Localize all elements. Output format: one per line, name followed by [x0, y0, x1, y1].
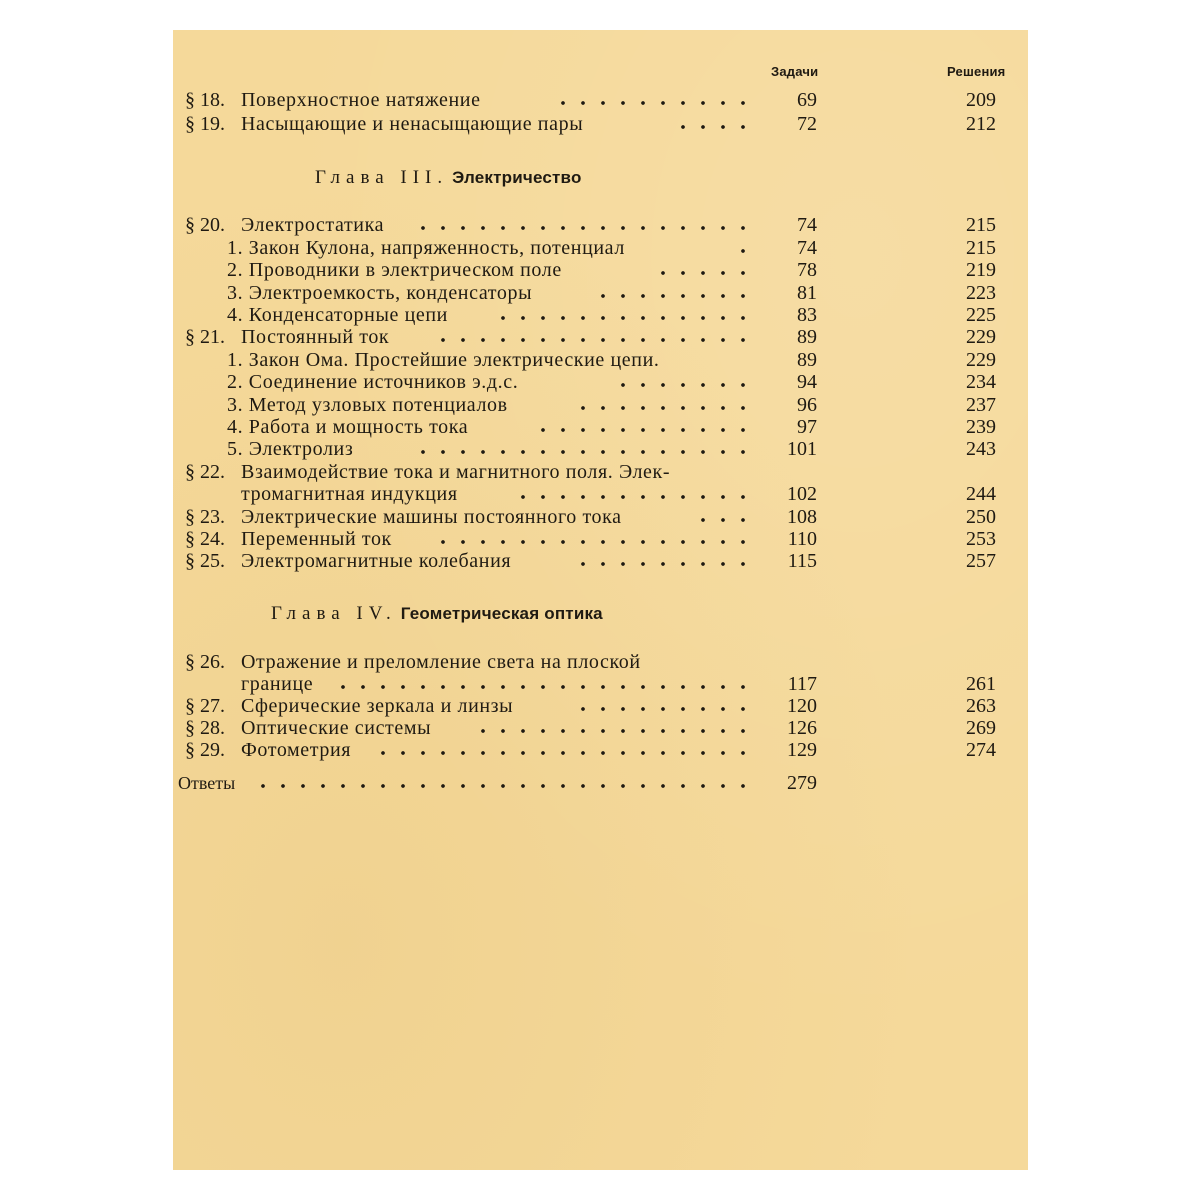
solutions-page: 234 — [966, 371, 996, 393]
tasks-page: 74 — [797, 214, 817, 236]
dot-leader — [433, 337, 753, 343]
entry-title: 1. Закон Кулона, напряженность, потенциал — [227, 237, 625, 259]
tasks-page: 279 — [787, 772, 817, 794]
toc-row — [173, 650, 1028, 674]
dot-leader — [653, 270, 753, 276]
solutions-page: 257 — [966, 550, 996, 572]
solutions-page: 243 — [966, 438, 996, 460]
chapter-label: Глава IV. — [271, 603, 397, 624]
solutions-page: 209 — [966, 89, 996, 111]
entry-title: 4. Работа и мощность тока — [227, 416, 469, 438]
tasks-page: 72 — [797, 113, 817, 135]
tasks-page: 69 — [797, 89, 817, 111]
toc-row — [173, 348, 1028, 372]
solutions-page: 269 — [966, 717, 996, 739]
entry-title: 3. Электроемкость, конденсаторы — [227, 282, 533, 304]
entry-title: Ответы — [178, 773, 236, 793]
solutions-page: 239 — [966, 416, 996, 438]
entry-title: границе — [241, 673, 314, 695]
dot-leader — [413, 225, 753, 231]
dot-leader — [513, 494, 753, 500]
entry-title: Фотометрия — [241, 739, 352, 761]
toc-row — [173, 393, 1028, 417]
chapter-label: Глава III. — [315, 167, 449, 188]
toc-row — [173, 549, 1028, 573]
dot-leader — [373, 750, 753, 756]
solutions-page: 237 — [966, 394, 996, 416]
section-number: § 18. — [185, 89, 225, 111]
dot-leader — [573, 405, 753, 411]
entry-title: 4. Конденсаторные цепи — [227, 304, 448, 326]
toc-row — [173, 236, 1028, 260]
solutions-page: 225 — [966, 304, 996, 326]
toc-row — [173, 88, 1028, 112]
entry-title: 2. Проводники в электрическом поле — [227, 259, 562, 281]
dot-leader — [253, 783, 753, 789]
entry-title: Взаимодействие тока и магнитного поля. Элек- — [241, 461, 671, 483]
toc-row — [173, 672, 1028, 696]
entry-title: Сферические зеркала и линзы — [241, 695, 514, 717]
solutions-page: 244 — [966, 483, 996, 505]
dot-leader — [473, 728, 753, 734]
dot-leader — [573, 706, 753, 712]
tasks-page: 89 — [797, 326, 817, 348]
solutions-page: 250 — [966, 506, 996, 528]
book-page — [173, 30, 1028, 1170]
toc-row — [173, 460, 1028, 484]
dot-leader — [333, 684, 753, 690]
toc-row — [173, 771, 1028, 795]
tasks-page: 78 — [797, 259, 817, 281]
dot-leader — [693, 517, 753, 523]
solutions-column-header: Решения — [947, 64, 1006, 79]
solutions-page: 229 — [966, 326, 996, 348]
section-number: § 25. — [185, 550, 225, 572]
entry-title: Оптические системы — [241, 717, 432, 739]
toc-row — [173, 325, 1028, 349]
section-number: § 22. — [185, 461, 225, 483]
entry-title: 2. Соединение источников э.д.с. — [227, 371, 519, 393]
chapter-title: Геометрическая оптика — [400, 604, 603, 623]
entry-title: Поверхностное натяжение — [241, 89, 481, 111]
solutions-page: 215 — [966, 214, 996, 236]
tasks-page: 115 — [787, 550, 817, 572]
entry-title: 5. Электролиз — [227, 438, 354, 460]
chapter-heading — [315, 165, 582, 191]
solutions-page: 261 — [966, 673, 996, 695]
solutions-page: 223 — [966, 282, 996, 304]
tasks-column-header: Задачи — [771, 64, 819, 79]
tasks-page: 101 — [787, 438, 817, 460]
toc-row — [173, 505, 1028, 529]
toc-row — [173, 738, 1028, 762]
section-number: § 28. — [185, 717, 225, 739]
entry-title: 1. Закон Ома. Простейшие электрические цепи. — [227, 349, 660, 371]
solutions-page: 274 — [966, 739, 996, 761]
toc-row — [173, 415, 1028, 439]
dot-leader — [673, 124, 753, 130]
toc-row — [173, 370, 1028, 394]
tasks-page: 108 — [787, 506, 817, 528]
solutions-page: 229 — [966, 349, 996, 371]
tasks-page: 110 — [787, 528, 817, 550]
dot-leader — [493, 315, 753, 321]
tasks-page: 89 — [797, 349, 817, 371]
toc-row — [173, 112, 1028, 136]
entry-title: тромагнитная индукция — [241, 483, 458, 505]
dot-leader — [553, 100, 753, 106]
solutions-page: 212 — [966, 113, 996, 135]
dot-leader — [593, 293, 753, 299]
entry-title: Электрические машины постоянного тока — [241, 506, 622, 528]
toc-row — [173, 213, 1028, 237]
dot-leader — [433, 539, 753, 545]
toc-row — [173, 258, 1028, 282]
section-number: § 27. — [185, 695, 225, 717]
solutions-page: 253 — [966, 528, 996, 550]
tasks-page: 126 — [787, 717, 817, 739]
solutions-page: 219 — [966, 259, 996, 281]
dot-leader — [613, 382, 753, 388]
tasks-page: 94 — [797, 371, 817, 393]
entry-title: Переменный ток — [241, 528, 392, 550]
dot-leader — [413, 449, 753, 455]
section-number: § 26. — [185, 651, 225, 673]
section-number: § 21. — [185, 326, 225, 348]
entry-title: Насыщающие и ненасыщающие пары — [241, 113, 584, 135]
entry-title: Электростатика — [241, 214, 385, 236]
toc-row — [173, 281, 1028, 305]
tasks-page: 74 — [797, 237, 817, 259]
toc-row — [173, 303, 1028, 327]
tasks-page: 81 — [797, 282, 817, 304]
toc-row — [173, 694, 1028, 718]
solutions-page: 215 — [966, 237, 996, 259]
tasks-page: 117 — [787, 673, 817, 695]
tasks-page: 120 — [787, 695, 817, 717]
dot-leader — [733, 248, 753, 254]
solutions-page: 263 — [966, 695, 996, 717]
tasks-page: 83 — [797, 304, 817, 326]
chapter-title: Электричество — [452, 168, 582, 187]
section-number: § 29. — [185, 739, 225, 761]
toc-row — [173, 716, 1028, 740]
entry-title: Отражение и преломление света на плоской — [241, 651, 641, 673]
tasks-page: 96 — [797, 394, 817, 416]
tasks-page: 97 — [797, 416, 817, 438]
section-number: § 23. — [185, 506, 225, 528]
chapter-heading — [271, 601, 603, 627]
toc-row — [173, 437, 1028, 461]
tasks-page: 102 — [787, 483, 817, 505]
dot-leader — [573, 561, 753, 567]
section-number: § 24. — [185, 528, 225, 550]
toc-row — [173, 527, 1028, 551]
toc-row — [173, 482, 1028, 506]
section-number: § 20. — [185, 214, 225, 236]
entry-title: Электромагнитные колебания — [241, 550, 512, 572]
tasks-page: 129 — [787, 739, 817, 761]
entry-title: 3. Метод узловых потенциалов — [227, 394, 508, 416]
section-number: § 19. — [185, 113, 225, 135]
entry-title: Постоянный ток — [241, 326, 390, 348]
dot-leader — [533, 427, 753, 433]
